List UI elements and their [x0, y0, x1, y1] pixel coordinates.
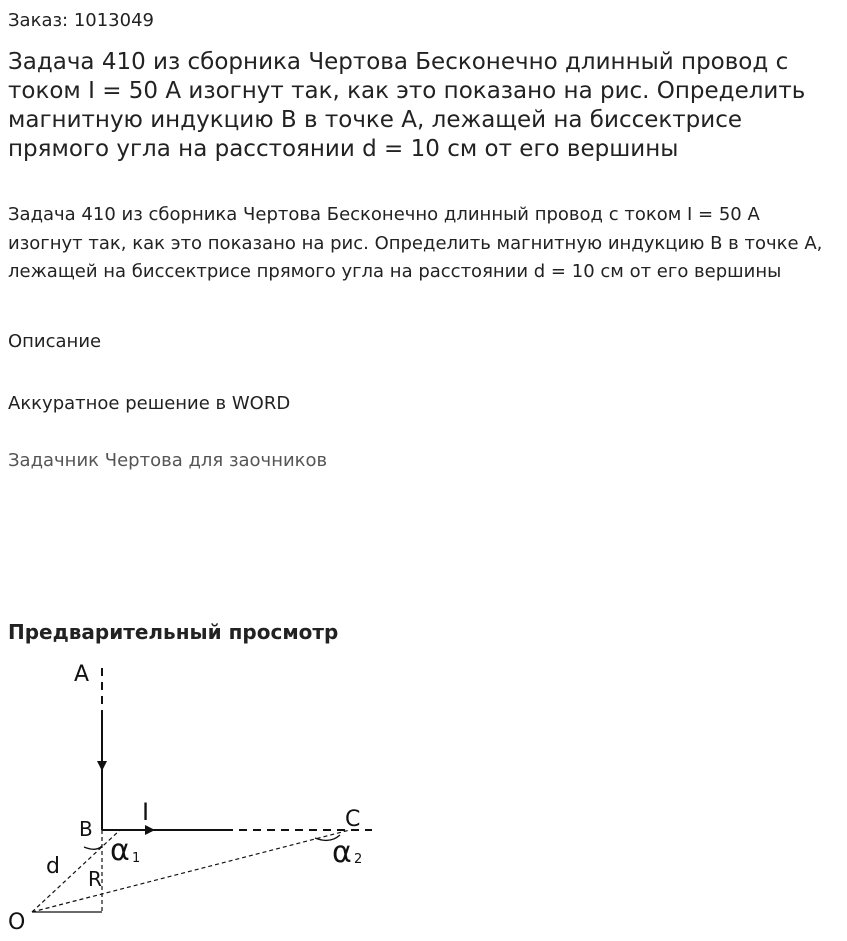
- label-alpha1: α: [110, 833, 130, 868]
- description-heading: Описание: [8, 331, 102, 352]
- task-title: Задача 410 из сборника Чертова Бесконечно длинный провод с током I = 50 А изогнут так, как это показано на рис. Определить магнитную индукцию B в точке A, лежащей на биссектрисе прямого угла на расстоянии d = 10 см от его вершины: [8, 49, 806, 162]
- label-B: B: [79, 817, 93, 841]
- label-alpha2-sub: 2: [354, 852, 363, 867]
- label-C: C: [345, 807, 361, 832]
- description-text: Аккуратное решение в WORD: [8, 393, 291, 414]
- label-A: A: [74, 662, 90, 687]
- label-alpha2: α: [332, 835, 352, 870]
- preview-heading: Предварительный просмотр: [8, 620, 339, 644]
- current-arrow-down: [97, 761, 107, 771]
- current-arrow-right: [145, 825, 155, 835]
- problem-book-link[interactable]: Задачник Чертова для заочников: [8, 450, 328, 471]
- line-OC: [32, 830, 350, 912]
- label-alpha1-sub: 1: [132, 851, 141, 866]
- label-R: R: [88, 867, 102, 891]
- label-O: O: [8, 910, 26, 935]
- label-d: d: [46, 854, 60, 879]
- order-number: Заказ: 1013049: [8, 10, 154, 31]
- preview-figure: [0, 650, 400, 941]
- task-text: Задача 410 из сборника Чертова Бесконечно длинный провод с током I = 50 А изогнут так, как это показано на рис. Определить магнитную индукцию B в точке A, лежащей на биссектрисе прямого угла на расстоянии d = 10 см от его вершины: [8, 204, 823, 282]
- label-I: I: [142, 798, 150, 826]
